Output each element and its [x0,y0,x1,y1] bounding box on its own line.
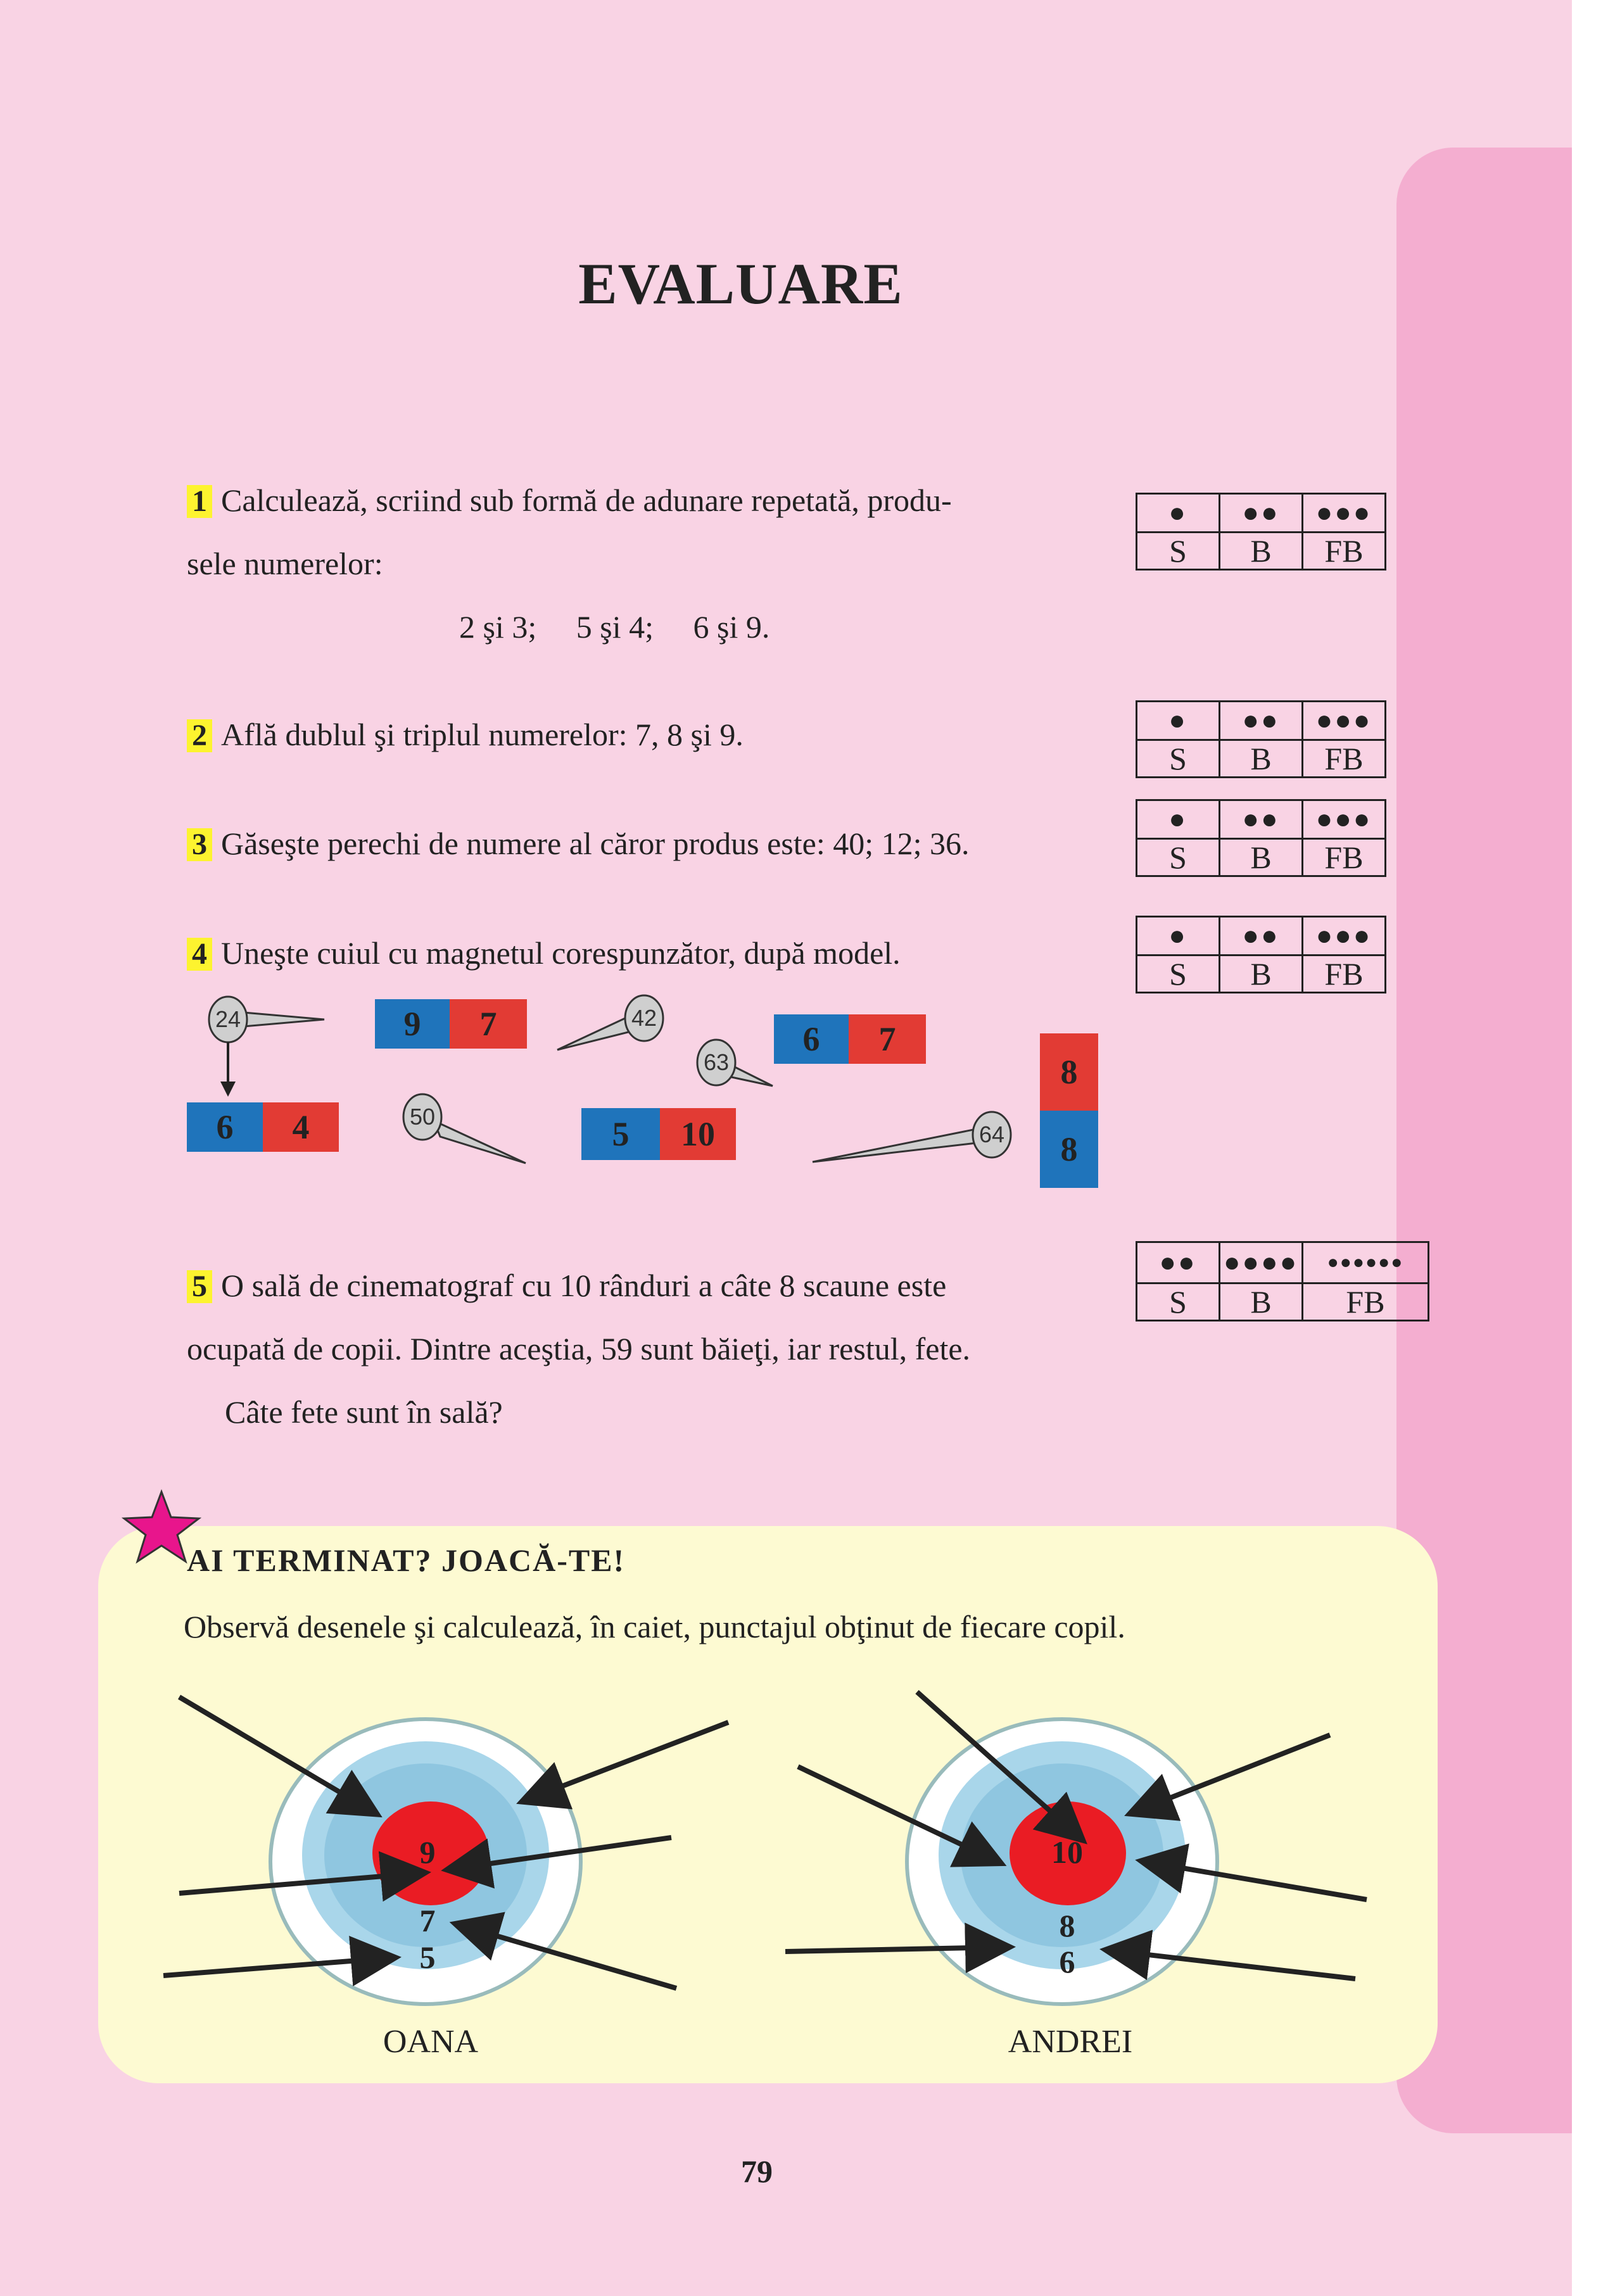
magnet-half: 7 [849,1014,926,1064]
grade-label: S [1137,533,1220,570]
exercise-number: 1 [187,485,212,518]
magnet-half: 6 [187,1102,263,1152]
exercise-5 [187,1254,1118,1444]
magnet-half: 4 [263,1102,339,1152]
nail [697,1040,773,1086]
grade-dots: ●●● [1303,702,1386,740]
target-name: ANDREI [1008,2024,1133,2060]
magnet [375,999,527,1049]
magnet-half: 6 [774,1014,849,1064]
grade-box-3 [1136,799,1386,877]
exercise-text: 2 şi 3; 5 şi 4; 6 şi 9. [459,609,770,645]
grade-label: S [1137,740,1220,778]
magnet [187,1102,339,1152]
grade-label: FB [1303,740,1386,778]
target-name: OANA [383,2024,479,2060]
nail-number: 24 [215,1006,241,1032]
grade-dots: ●●●● [1220,1242,1303,1284]
exercise-text: ocupată de copii. Dintre aceştia, 59 sunt băieţi, iar restul, fete. [187,1331,971,1366]
grade-dots: ●●● [1303,917,1386,956]
grade-label: S [1137,1284,1220,1321]
grade-dots: ●● [1220,917,1303,956]
exercise-text: Calculează, scriind sub formă de adunare repetată, produ- [221,483,952,518]
grade-dots: ●● [1220,494,1303,533]
nails-illustration [0,981,1140,1197]
grade-label: B [1220,533,1303,570]
nail-number: 63 [703,1049,730,1075]
exercise-3 [187,812,1118,875]
magnet-half: 10 [660,1108,736,1160]
model-arrow [220,1042,236,1097]
nail [209,997,324,1042]
exercise-number: 5 [187,1270,212,1303]
nail [557,995,663,1050]
grade-dots: ● [1137,800,1220,839]
grade-label: FB [1303,956,1386,993]
exercise-text: sele numerelor: [187,546,383,581]
exercise-text: Câte fete sunt în sală? [225,1394,503,1430]
grade-dots: ●●● [1303,494,1386,533]
grade-label: S [1137,839,1220,876]
target-score: 6 [1059,1944,1075,1979]
grade-dots: ●● [1220,800,1303,839]
grade-dots: ● [1137,917,1220,956]
grade-label: FB [1303,533,1386,570]
grade-dots: ● [1137,494,1220,533]
grade-label: S [1137,956,1220,993]
exercise-number: 2 [187,719,212,752]
magnet-half: 7 [450,999,527,1049]
grade-dots: ●● [1137,1242,1220,1284]
exercise-text: O sală de cinematograf cu 10 rânduri a câte 8 scaune este [221,1268,947,1303]
grade-label: FB [1303,1284,1429,1321]
grade-label: B [1220,956,1303,993]
magnet-half: 5 [581,1108,660,1160]
exercise-text: Găseşte perechi de numere al căror produs este: 40; 12; 36. [221,826,970,861]
page-margin [1572,0,1608,2296]
grade-box-1 [1136,493,1386,571]
target-oana [163,1697,728,2004]
magnet [774,1014,926,1064]
magnet-half: 8 [1040,1111,1098,1188]
exercise-number: 4 [187,938,212,971]
grade-dots: ●●●●●● [1303,1242,1429,1284]
exercise-4 [187,921,1118,985]
target-score: 8 [1059,1908,1075,1943]
grade-label: FB [1303,839,1386,876]
grade-dots: ● [1137,702,1220,740]
exercise-1 [187,469,1118,659]
page-title: EVALUARE [578,251,903,316]
exercise-number: 3 [187,828,212,861]
grade-label: B [1220,839,1303,876]
grade-box-2 [1136,700,1386,778]
nail [403,1094,526,1163]
grade-box-5 [1136,1241,1429,1321]
exercise-text: Uneşte cuiul cu magnetul corespunzător, după model. [221,935,901,971]
grade-dots: ●● [1220,702,1303,740]
nail-number: 50 [409,1104,436,1130]
target-score: 7 [419,1903,436,1938]
grade-dots: ●●● [1303,800,1386,839]
grade-box-4 [1136,916,1386,993]
nail-number: 64 [978,1121,1005,1147]
magnet [1040,1033,1098,1188]
magnet [581,1108,736,1160]
exercise-2 [187,703,1118,766]
target-andrei [785,1692,1367,2004]
exercise-text: Află dublul şi triplul numerelor: 7, 8 şi 9. [221,717,744,752]
nail [813,1112,1011,1162]
target-score: 9 [419,1834,436,1870]
targets-illustration [0,1672,1457,2115]
grade-label: B [1220,1284,1303,1321]
game-instruction: Observă desenele şi calculează, în caiet, punctajul obţinut de fiecare copil. [184,1609,1125,1644]
magnet-half: 9 [375,999,450,1049]
nail-number: 42 [631,1005,657,1031]
target-score: 10 [1051,1834,1083,1870]
grade-label: B [1220,740,1303,778]
game-heading: AI TERMINAT? JOACĂ-TE! [187,1542,626,1578]
page-number: 79 [741,2154,773,2189]
target-score: 5 [419,1940,436,1975]
magnet-half: 8 [1040,1033,1098,1111]
